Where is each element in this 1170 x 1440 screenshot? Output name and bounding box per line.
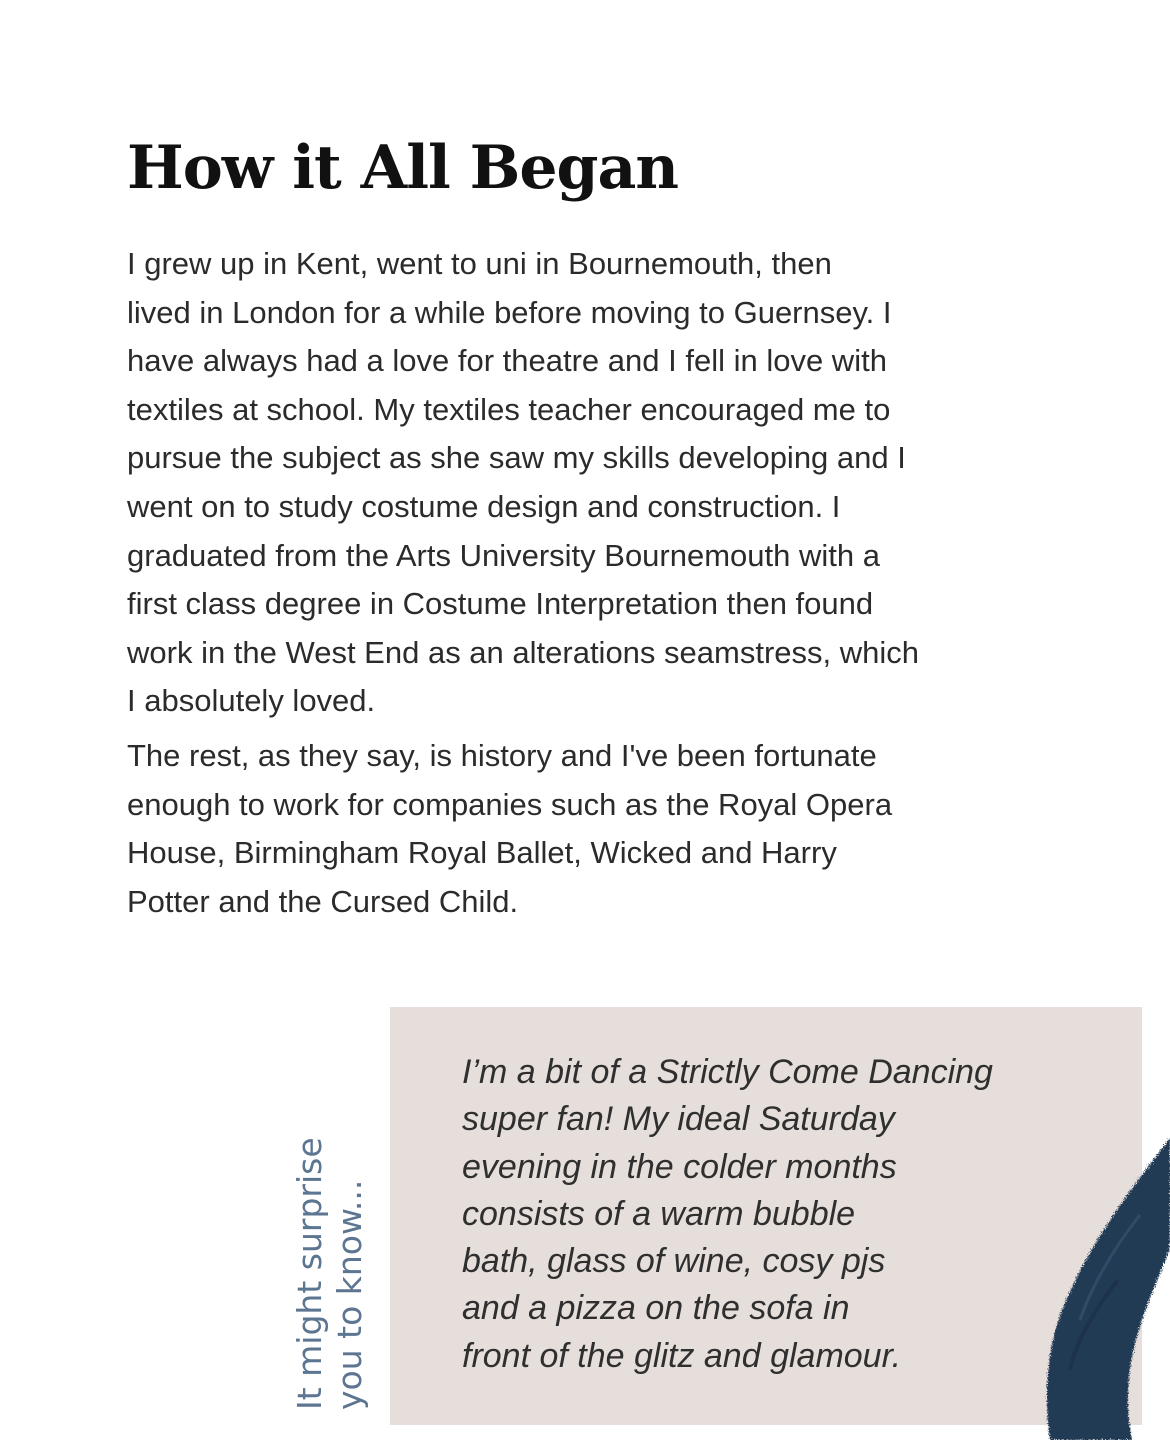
page-title: How it All Began xyxy=(127,133,679,203)
quote-line: evening in the colder months xyxy=(462,1147,897,1186)
quote-line: I’m a bit of a Strictly Come Dancing xyxy=(462,1053,993,1091)
body-line: textiles at school. My textiles teacher encouraged me to xyxy=(127,391,891,427)
quote-line: super fan! My ideal Saturday xyxy=(462,1100,895,1139)
body-line: work in the West End as an alterations seamstress, which xyxy=(127,634,919,670)
quote-line: consists of a warm bubble xyxy=(462,1194,856,1233)
side-label xyxy=(290,1050,390,1410)
body-line: went on to study costume design and construction. I xyxy=(127,488,841,524)
body-line: Potter and the Cursed Child. xyxy=(127,883,519,919)
quote-line: bath, glass of wine, cosy pjs xyxy=(462,1242,886,1281)
body-line: pursue the subject as she saw my skills developing and I xyxy=(127,440,906,476)
quote-line: and a pizza on the sofa in xyxy=(462,1289,850,1328)
side-label-text xyxy=(290,1050,370,1410)
quote-line: front of the glitz and glamour. xyxy=(462,1336,902,1375)
brush-stroke-decoration xyxy=(1020,1120,1170,1440)
side-label-line-2: you to know... xyxy=(330,1179,369,1410)
paragraph-1 xyxy=(127,240,1087,726)
body-text xyxy=(127,240,1087,926)
side-label-line-1: It might surprise xyxy=(290,1137,329,1410)
body-line: lived in London for a while before moving to Guernsey. I xyxy=(127,294,892,330)
paragraph-2 xyxy=(127,732,1087,926)
body-line: graduated from the Arts University Bournemouth with a xyxy=(127,537,880,573)
body-line: enough to work for companies such as the Royal Opera xyxy=(127,786,893,822)
body-line: House, Birmingham Royal Ballet, Wicked and Harry xyxy=(127,835,837,871)
body-line: first class degree in Costume Interpretation then found xyxy=(127,586,874,622)
body-line: I absolutely loved. xyxy=(127,683,376,719)
body-line: have always had a love for theatre and I fell in love with xyxy=(127,343,887,379)
quote-text xyxy=(462,1049,993,1380)
body-line: I grew up in Kent, went to uni in Bournemouth, then xyxy=(127,246,832,281)
body-line: The rest, as they say, is history and I've been fortunate xyxy=(127,737,877,773)
